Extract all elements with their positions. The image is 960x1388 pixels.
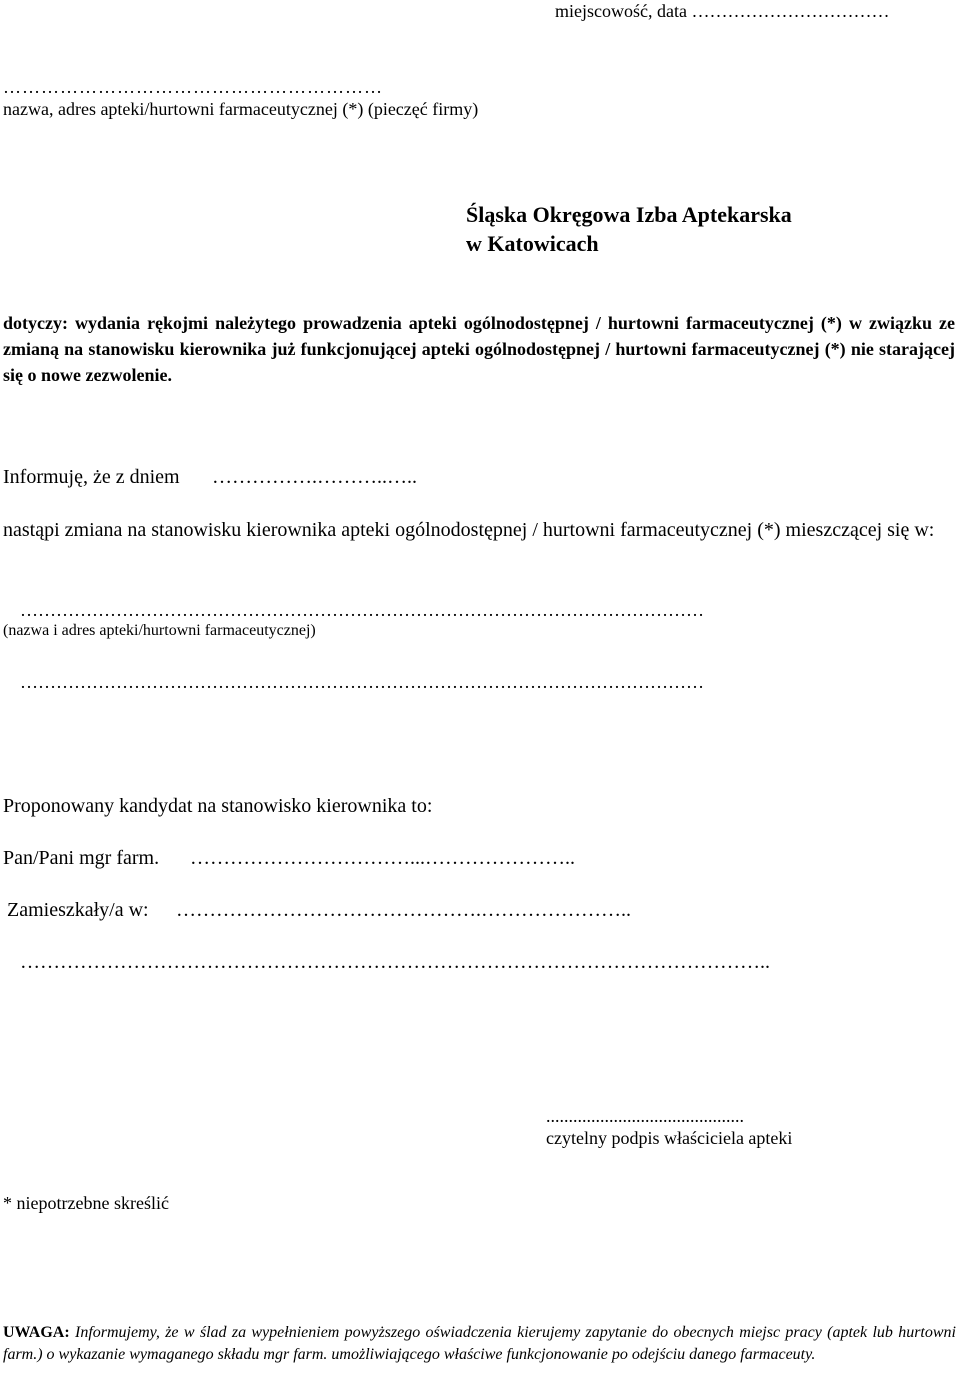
stamp-dots[interactable]: …………………………………………………… bbox=[3, 77, 383, 97]
addressee-name: Śląska Okręgowa Izba Aptekarska bbox=[466, 202, 792, 227]
address-caption: (nazwa i adres apteki/hurtowni farmaceutycznej) bbox=[3, 622, 316, 639]
place-date-field[interactable]: miejscowość, data …………………………… bbox=[555, 1, 890, 21]
residence-field[interactable]: ……………………………………….………………….. bbox=[176, 899, 631, 921]
date-field[interactable]: …………….………..….. bbox=[212, 466, 417, 488]
note-text: Informujemy, że w ślad za wypełnieniem powyższego oświadczenia kierujemy zapytanie do obecnych miejsc pracy (aptek lub hurtowni farm.) o wykazanie wymaganego składu mgr farm. umożliwiającego właściwe funkcjonowanie po odejściu danego farmaceuty. bbox=[3, 1324, 956, 1363]
inform-label: Informuję, że z dniem bbox=[3, 466, 180, 488]
stamp-caption: nazwa, adres apteki/hurtowni farmaceutycznej (*) (pieczęć firmy) bbox=[3, 99, 479, 119]
residence-field-2[interactable]: ………………………………………………………………………………………………….. bbox=[20, 951, 770, 973]
candidate-label: Pan/Pani mgr farm. bbox=[3, 847, 160, 869]
subject-paragraph: dotyczy: wydania rękojmi należytego prowadzenia apteki ogólnodostępnej / hurtowni farmaceutycznej (*) w związku ze zmianą na stanowisku kierownika już funkcjonującej apteki ogólnodostępnej / hurtowni farmaceutycznej (*) nie starającej się o nowe zezwolenie. bbox=[3, 313, 955, 385]
candidate-heading: Proponowany kandydat na stanowisko kierownika to: bbox=[3, 795, 433, 817]
address-field[interactable]: …………………………………………………………………………………………………… bbox=[20, 600, 704, 620]
footnote: * niepotrzebne skreślić bbox=[3, 1193, 169, 1213]
change-paragraph: nastąpi zmiana na stanowisku kierownika apteki ogólnodostępnej / hurtowni farmaceutycznej (*) mieszczącej się w: bbox=[3, 519, 935, 541]
address-field-2[interactable]: …………………………………………………………………………………………………… bbox=[20, 672, 704, 692]
note-paragraph bbox=[3, 1322, 956, 1366]
signature-field[interactable]: ............................................ bbox=[546, 1106, 744, 1126]
note-label: UWAGA: bbox=[3, 1324, 70, 1341]
addressee-city: w Katowicach bbox=[466, 231, 599, 256]
signature-caption: czytelny podpis właściciela apteki bbox=[546, 1128, 793, 1148]
residence-label: Zamieszkały/a w: bbox=[7, 899, 149, 921]
candidate-name-field[interactable]: ……………………………...………………….. bbox=[190, 847, 575, 869]
